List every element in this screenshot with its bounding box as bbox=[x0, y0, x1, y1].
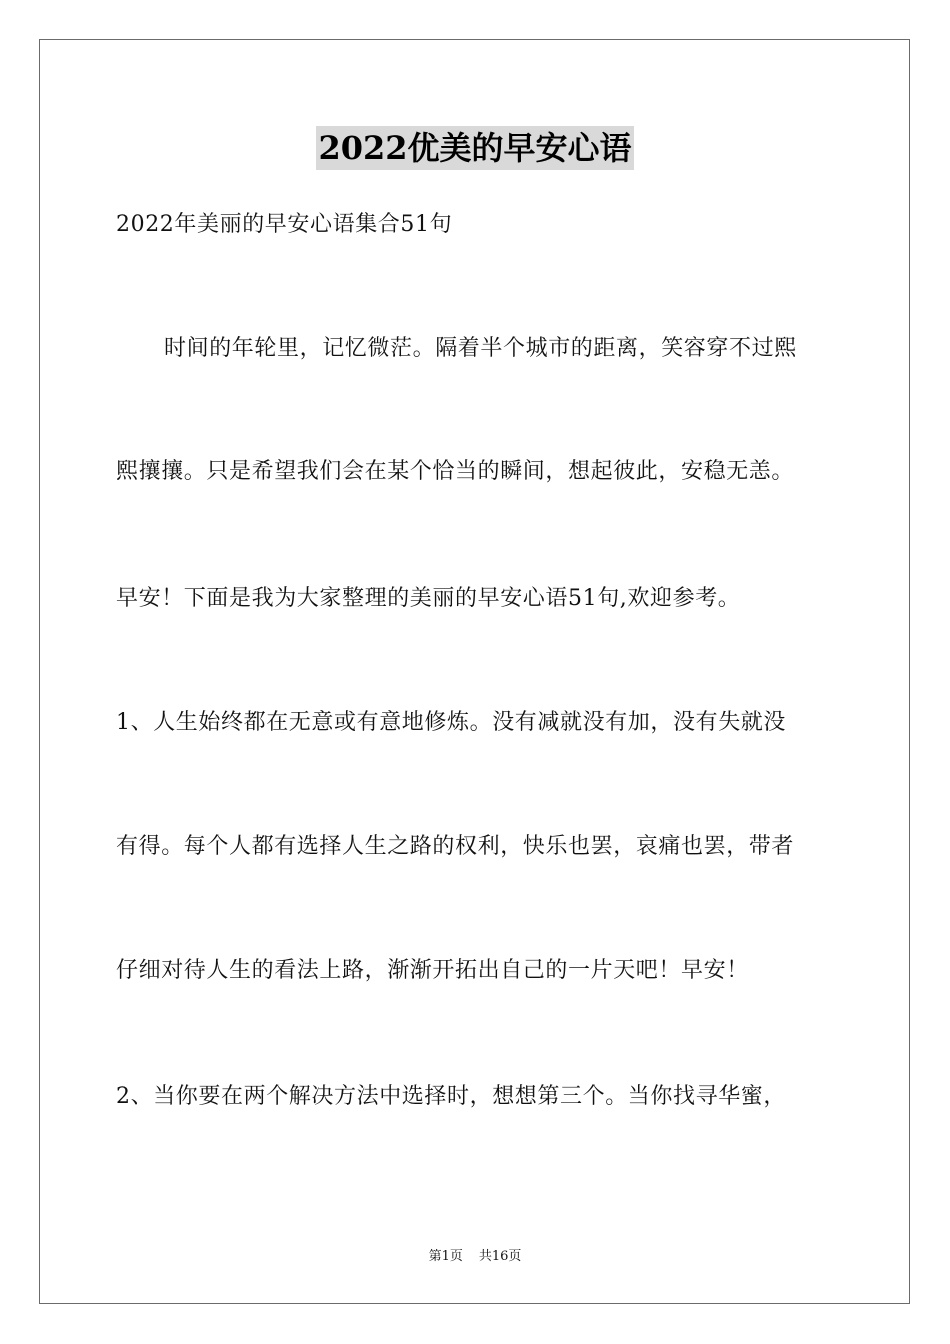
paragraph-line: 有得。每个人都有选择人生之路的权利，快乐也罢，哀痛也罢，带者 bbox=[116, 834, 795, 859]
document-subtitle: 2022年美丽的早安心语集合51句 bbox=[116, 212, 453, 237]
paragraph-line: 熙攘攘。只是希望我们会在某个恰当的瞬间，想起彼此，安稳无恙。 bbox=[116, 459, 795, 484]
page-number-total: 共16页 bbox=[478, 1249, 522, 1264]
paragraph-line: 1、人生始终都在无意或有意地修炼。没有减就没有加，没有失就没 bbox=[116, 710, 786, 735]
page-footer bbox=[0, 1248, 950, 1266]
title-container bbox=[0, 126, 950, 170]
document-title: 2022优美的早安心语 bbox=[316, 126, 633, 170]
page-number-current: 第1页 bbox=[428, 1249, 463, 1264]
paragraph-line: 2、当你要在两个解决方法中选择时，想想第三个。当你找寻华蜜， bbox=[116, 1084, 786, 1109]
paragraph-line: 仔细对待人生的看法上路，渐渐开拓出自己的一片天吧！早安！ bbox=[116, 958, 749, 983]
paragraph-line: 时间的年轮里，记忆微茫。隔着半个城市的距离，笑容穿不过熙 bbox=[164, 336, 797, 361]
paragraph-line: 早安！下面是我为大家整理的美丽的早安心语51句,欢迎参考。 bbox=[116, 586, 741, 611]
